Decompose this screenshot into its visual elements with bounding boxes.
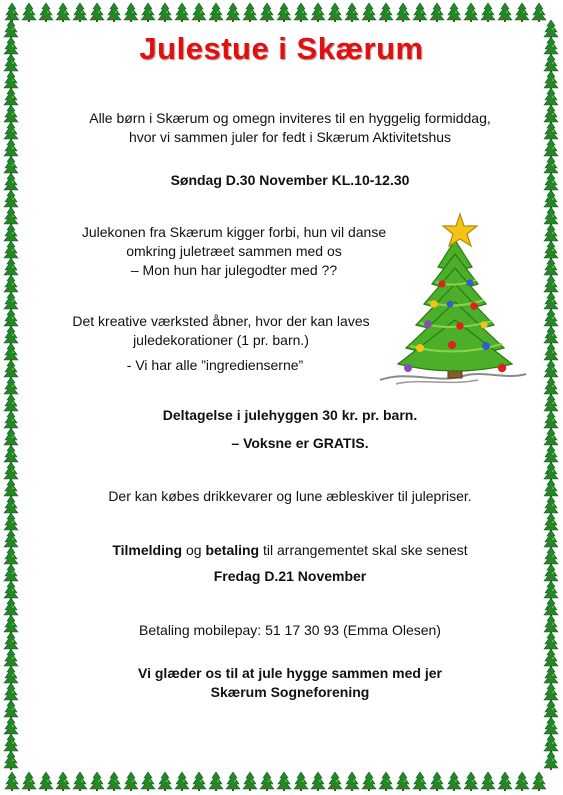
julekone-line-2: omkring juletræet sammen med os (126, 243, 342, 259)
signup-rest: til arrangementet skal ske senest (259, 542, 468, 558)
event-date: Søndag D.30 November KL.10-12.30 (170, 172, 410, 188)
price-line-2: – Voksne er GRATIS. (231, 435, 369, 451)
payment-info: Betaling mobilepay: 51 17 30 93 (Emma Olesen) (139, 622, 441, 638)
julekone-line-3: – Mon hun har julegodter med ?? (130, 262, 338, 278)
signup-word-betaling: betaling (205, 542, 260, 558)
vaerksted-line-3: - Vi har alle ”ingredienserne” (126, 357, 304, 373)
closing-line-1: Vi glæder os til at jule hygge sammen med jer (138, 665, 442, 681)
closing-line-2: Skærum Sogneforening (210, 684, 370, 700)
price-line-1: Deltagelse i julehyggen 30 kr. pr. barn. (162, 407, 418, 423)
signup-text (40, 541, 540, 560)
julekone-text (48, 223, 420, 280)
christmas-tree-icon (378, 212, 528, 390)
intro-line-2: hvor vi sammen juler for fedt i Skærum Aktivitetshus (128, 129, 452, 145)
signup-join: og (182, 542, 206, 558)
signup-word-tilmelding: Tilmelding (112, 542, 183, 558)
signup-deadline: Fredag D.21 November (213, 568, 367, 584)
drinks-text: Der kan købes drikkevarer og lune æbleskiver til julepriser. (108, 488, 472, 504)
julekone-line-1: Julekonen fra Skærum kigger forbi, hun vil danse (81, 224, 387, 240)
intro-line-1: Alle børn i Skærum og omegn inviteres til en hyggelig formiddag, (89, 110, 491, 126)
closing-text (40, 664, 540, 702)
vaerksted-line-2: juledekorationer (1 pr. barn.) (133, 332, 309, 348)
page-title: Julestue i Skærum (139, 31, 424, 66)
vaerksted-text (40, 312, 402, 350)
intro-text (40, 109, 540, 147)
vaerksted-line-1: Det kreative værksted åbner, hvor der kan laves (72, 313, 370, 329)
